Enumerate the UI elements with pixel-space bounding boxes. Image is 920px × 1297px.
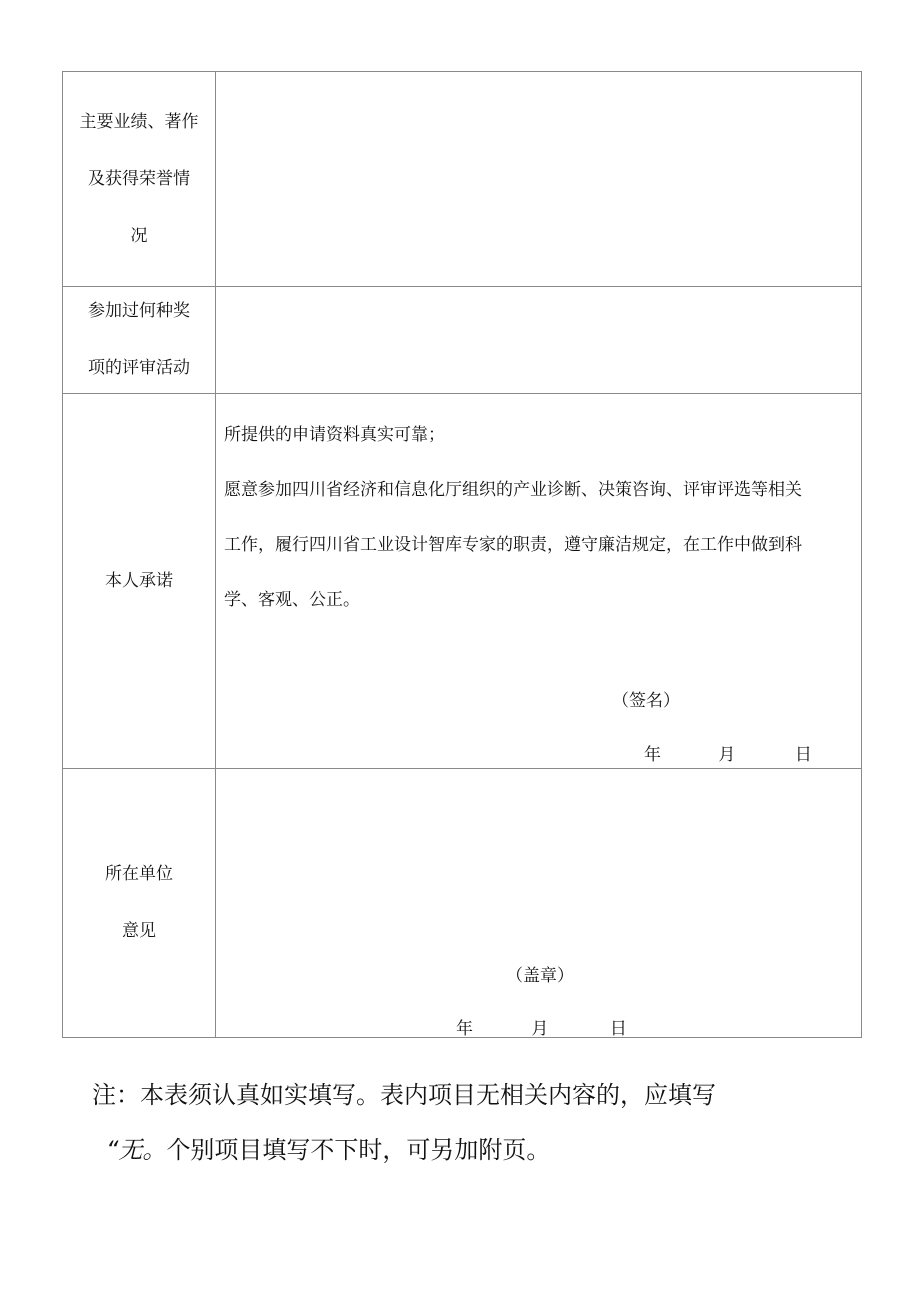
achievements-label (63, 72, 216, 286)
date-day: 日 (794, 745, 812, 765)
date-month: 月 (531, 1019, 549, 1039)
signature-label[interactable]: （签名） (612, 691, 680, 711)
achievements-label-line: 况 (130, 225, 148, 246)
unit-opinion-field[interactable] (216, 769, 861, 1037)
note-quote: “无。 (106, 1136, 167, 1164)
pledge-content (216, 394, 861, 768)
achievements-label-line: 主要业绩、著作 (79, 111, 199, 132)
date-day: 日 (609, 1019, 627, 1039)
pledge-label-text: 本人承诺 (105, 570, 173, 591)
pledge-text (224, 408, 861, 628)
pledge-row (63, 393, 861, 768)
signature-date[interactable] (644, 740, 812, 765)
review-activities-label-line: 项的评审活动 (88, 358, 190, 378)
note-rest: 个别项目填写不下时，可另加附页。 (166, 1136, 551, 1164)
achievements-row (63, 72, 861, 286)
note-line-1: 注：本表须认真如实填写。表内项目无相关内容的，应填写 (92, 1081, 716, 1109)
unit-opinion-label-line: 意见 (122, 921, 156, 941)
achievements-label-line: 及获得荣誉情 (88, 168, 190, 189)
seal-date[interactable] (456, 1014, 627, 1039)
note-line-2 (92, 1123, 852, 1178)
pledge-label (63, 394, 216, 768)
form-note (92, 1068, 852, 1178)
pledge-line: 学、客观、公正。 (224, 590, 360, 610)
seal-label[interactable]: （盖章） (506, 966, 574, 986)
application-form-table (62, 71, 862, 1038)
unit-opinion-label (63, 769, 216, 1037)
review-activities-field[interactable] (216, 287, 861, 393)
date-month: 月 (718, 745, 736, 765)
pledge-line: 工作，履行四川省工业设计智库专家的职责，遵守廉洁规定，在工作中做到科 (224, 535, 802, 555)
pledge-line: 所提供的申请资料真实可靠； (224, 425, 445, 445)
review-activities-label-line: 参加过何种奖 (88, 301, 190, 321)
date-year: 年 (456, 1019, 473, 1039)
pledge-line: 愿意参加四川省经济和信息化厅组织的产业诊断、决策咨询、评审评选等相关 (224, 480, 802, 500)
achievements-field[interactable] (216, 72, 861, 286)
review-activities-row (63, 286, 861, 393)
review-activities-label (63, 287, 216, 393)
unit-opinion-row (63, 768, 861, 1037)
unit-opinion-label-line: 所在单位 (105, 864, 173, 884)
date-year: 年 (644, 745, 661, 765)
